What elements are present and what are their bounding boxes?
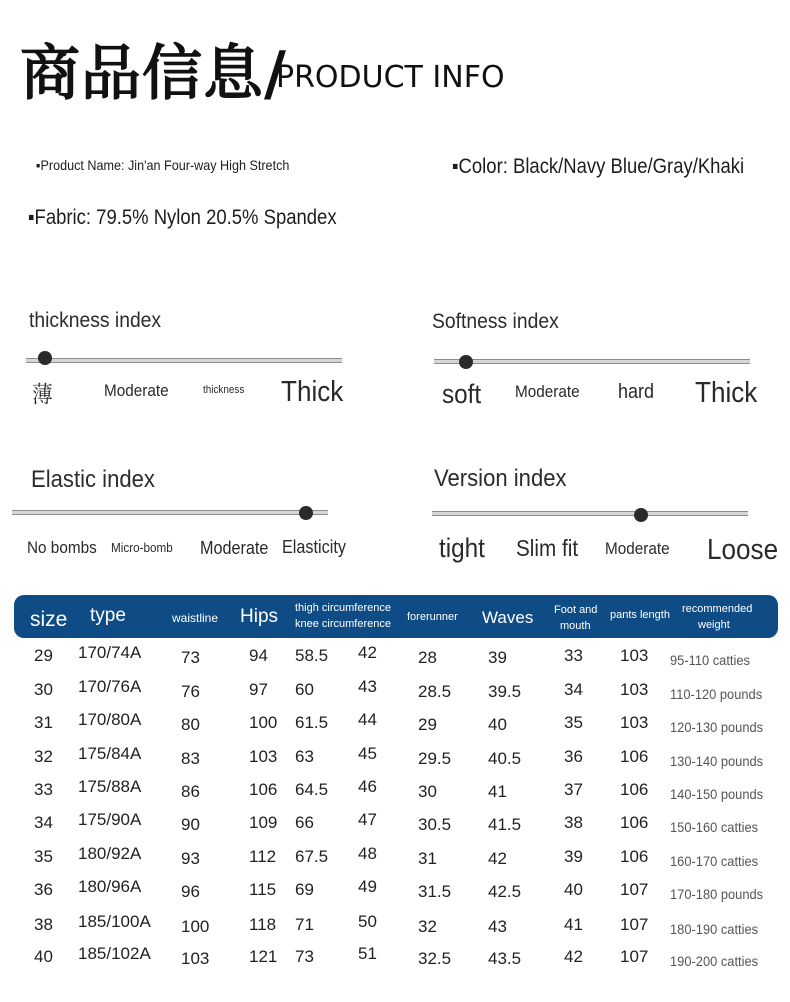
cell-size: 36	[34, 880, 53, 899]
cell-waistline: 83	[181, 749, 200, 768]
cell-forerunner: 30.5	[418, 815, 452, 834]
cell-size: 29	[34, 646, 53, 665]
cell-size: 34	[34, 813, 53, 832]
cell-knee: 50	[358, 912, 377, 931]
version-label-loose: Loose	[707, 534, 779, 566]
cell-thigh: 60	[295, 680, 314, 699]
cell-forerunner: 28.5	[418, 682, 452, 701]
softness-index-knob	[459, 355, 473, 369]
cell-waistline: 96	[181, 882, 200, 901]
cell-waistline: 86	[181, 782, 200, 801]
cell-forerunner: 31	[418, 849, 437, 868]
softness-index-bar	[434, 359, 750, 364]
product-fabric-text: Fabric: 79.5% Nylon 20.5% Spandex	[34, 206, 337, 229]
product-name-text: Product Name: Jin'an Four-way High Stretch	[40, 157, 290, 173]
elastic-label-micro-bomb: Micro-bomb	[111, 540, 173, 555]
cell-thigh: 73	[295, 947, 314, 966]
thickness-label-thick: Thick	[281, 376, 344, 408]
header-pants-length: pants length	[610, 609, 670, 621]
cell-pants-length: 106	[620, 847, 649, 866]
softness-index-title: Softness index	[432, 310, 559, 333]
softness-label-thick: Thick	[695, 377, 758, 409]
cell-pants-length: 107	[620, 880, 649, 899]
cell-waistline: 80	[181, 715, 200, 734]
cell-waves: 42	[488, 849, 507, 868]
cell-size: 31	[34, 713, 53, 732]
cell-type: 175/88A	[78, 777, 142, 796]
cell-recommended-weight: 170-180 pounds	[670, 886, 764, 902]
header-weight-2: weight	[698, 619, 730, 631]
cell-foot-mouth: 41	[564, 915, 583, 934]
cell-waves: 43	[488, 917, 507, 936]
cell-foot-mouth: 35	[564, 713, 583, 732]
cell-hips: 97	[249, 680, 268, 699]
cell-pants-length: 103	[620, 713, 649, 732]
header-knee: knee circumference	[295, 618, 391, 630]
cell-size: 38	[34, 915, 53, 934]
elastic-label-elasticity: Elasticity	[282, 537, 346, 557]
elastic-label-no-bombs: No bombs	[27, 538, 97, 557]
cell-waves: 43.5	[488, 949, 522, 968]
cell-size: 40	[34, 947, 53, 966]
cell-knee: 43	[358, 677, 377, 696]
cell-recommended-weight: 95-110 catties	[670, 652, 750, 668]
product-name	[36, 157, 289, 173]
cell-pants-length: 103	[620, 646, 649, 665]
softness-label-hard: hard	[618, 381, 655, 403]
cell-hips: 109	[249, 813, 278, 832]
cell-hips: 112	[249, 847, 277, 866]
cell-recommended-weight: 160-170 catties	[670, 853, 759, 869]
cell-size: 35	[34, 847, 53, 866]
cell-foot-mouth: 33	[564, 646, 583, 665]
bullet-icon: ▪	[36, 157, 41, 173]
header-type: type	[90, 605, 126, 626]
cell-foot-mouth: 42	[564, 947, 583, 966]
cell-pants-length: 103	[620, 680, 649, 699]
cell-waistline: 76	[181, 682, 200, 701]
cell-thigh: 63	[295, 747, 314, 766]
version-label-slim-fit: Slim fit	[516, 535, 579, 561]
cell-knee: 46	[358, 777, 377, 796]
cell-type: 170/80A	[78, 710, 142, 729]
cell-knee: 47	[358, 810, 377, 829]
cell-size: 30	[34, 680, 53, 699]
cell-recommended-weight: 190-200 catties	[670, 953, 759, 969]
cell-recommended-weight: 110-120 pounds	[670, 686, 763, 702]
header-thigh: thigh circumference	[295, 602, 391, 614]
cell-forerunner: 31.5	[418, 882, 452, 901]
version-index-bar	[432, 511, 748, 516]
cell-type: 180/96A	[78, 877, 142, 896]
header-size: size	[30, 608, 68, 631]
cell-recommended-weight: 180-190 catties	[670, 921, 759, 937]
cell-forerunner: 29.5	[418, 749, 452, 768]
cell-knee: 42	[358, 643, 377, 662]
softness-label-moderate: Moderate	[515, 382, 580, 401]
cell-hips: 115	[249, 880, 277, 899]
cell-thigh: 69	[295, 880, 314, 899]
cell-recommended-weight: 150-160 catties	[670, 819, 759, 835]
cell-size: 32	[34, 747, 53, 766]
cell-waves: 39	[488, 648, 507, 667]
cell-knee: 48	[358, 844, 377, 863]
thickness-label-moderate: Moderate	[104, 381, 169, 400]
cell-forerunner: 28	[418, 648, 437, 667]
thickness-index-bar	[26, 358, 342, 363]
elastic-index-bar	[12, 510, 328, 515]
cell-thigh: 66	[295, 813, 314, 832]
cell-type: 185/102A	[78, 944, 151, 963]
version-index-title: Version index	[434, 465, 567, 492]
bullet-icon: ▪	[452, 155, 459, 178]
page-title-chinese: 商品信息/	[20, 39, 287, 109]
cell-pants-length: 107	[620, 915, 649, 934]
cell-waistline: 93	[181, 849, 200, 868]
cell-pants-length: 107	[620, 947, 649, 966]
thickness-index-knob	[38, 351, 52, 365]
cell-knee: 44	[358, 710, 377, 729]
cell-pants-length: 106	[620, 780, 649, 799]
cell-hips: 103	[249, 747, 278, 766]
cell-thigh: 64.5	[295, 780, 329, 799]
product-fabric	[28, 206, 337, 230]
cell-foot-mouth: 40	[564, 880, 583, 899]
cell-hips: 106	[249, 780, 278, 799]
version-label-tight: tight	[439, 533, 485, 563]
elastic-index-knob	[299, 506, 313, 520]
thickness-index-title: thickness index	[29, 309, 162, 332]
header-forerunner: forerunner	[407, 611, 458, 623]
header-waistline: waistline	[172, 611, 219, 625]
cell-type: 175/84A	[78, 744, 142, 763]
cell-recommended-weight: 140-150 pounds	[670, 786, 764, 802]
cell-waves: 39.5	[488, 682, 522, 701]
cell-thigh: 67.5	[295, 847, 329, 866]
page-title-english: PRODUCT INFO	[276, 60, 505, 95]
cell-foot-mouth: 37	[564, 780, 583, 799]
cell-type: 170/76A	[78, 677, 142, 696]
cell-hips: 118	[249, 915, 277, 934]
cell-waves: 40	[488, 715, 507, 734]
thickness-label-thin: 薄	[32, 382, 53, 408]
cell-waistline: 100	[181, 917, 210, 936]
version-index-knob	[634, 508, 648, 522]
cell-knee: 49	[358, 877, 377, 896]
cell-type: 180/92A	[78, 844, 142, 863]
cell-forerunner: 29	[418, 715, 437, 734]
cell-waves: 41.5	[488, 815, 522, 834]
cell-foot-mouth: 34	[564, 680, 583, 699]
cell-size: 33	[34, 780, 53, 799]
cell-type: 185/100A	[78, 912, 151, 931]
cell-pants-length: 106	[620, 813, 649, 832]
cell-forerunner: 32	[418, 917, 437, 936]
cell-hips: 100	[249, 713, 278, 732]
cell-forerunner: 30	[418, 782, 437, 801]
bullet-icon: ▪	[28, 206, 35, 229]
cell-foot-mouth: 36	[564, 747, 583, 766]
cell-knee: 51	[358, 944, 377, 963]
cell-waves: 42.5	[488, 882, 522, 901]
elastic-index-title: Elastic index	[31, 466, 155, 493]
header-waves: Waves	[482, 608, 534, 627]
cell-foot-mouth: 38	[564, 813, 583, 832]
cell-recommended-weight: 120-130 pounds	[670, 719, 764, 735]
product-color	[452, 155, 744, 179]
cell-hips: 121	[249, 947, 278, 966]
elastic-label-moderate: Moderate	[200, 538, 269, 558]
cell-thigh: 71	[295, 915, 314, 934]
softness-label-soft: soft	[442, 379, 482, 409]
cell-hips: 94	[249, 646, 268, 665]
header-foot-1: Foot and	[554, 604, 598, 616]
cell-waves: 40.5	[488, 749, 522, 768]
header-hips: Hips	[240, 606, 279, 627]
thickness-label-thickness: thickness	[203, 384, 245, 396]
cell-thigh: 58.5	[295, 646, 329, 665]
cell-recommended-weight: 130-140 pounds	[670, 753, 764, 769]
cell-knee: 45	[358, 744, 377, 763]
cell-waves: 41	[488, 782, 507, 801]
cell-pants-length: 106	[620, 747, 649, 766]
header-foot-2: mouth	[560, 620, 591, 632]
cell-thigh: 61.5	[295, 713, 329, 732]
cell-type: 170/74A	[78, 643, 142, 662]
cell-waistline: 90	[181, 815, 200, 834]
cell-forerunner: 32.5	[418, 949, 452, 968]
cell-type: 175/90A	[78, 810, 142, 829]
version-label-moderate: Moderate	[605, 539, 670, 558]
cell-waistline: 73	[181, 648, 200, 667]
cell-foot-mouth: 39	[564, 847, 583, 866]
product-color-text: Color: Black/Navy Blue/Gray/Khaki	[458, 155, 745, 178]
cell-waistline: 103	[181, 949, 210, 968]
header-weight-1: recommended	[682, 603, 753, 615]
